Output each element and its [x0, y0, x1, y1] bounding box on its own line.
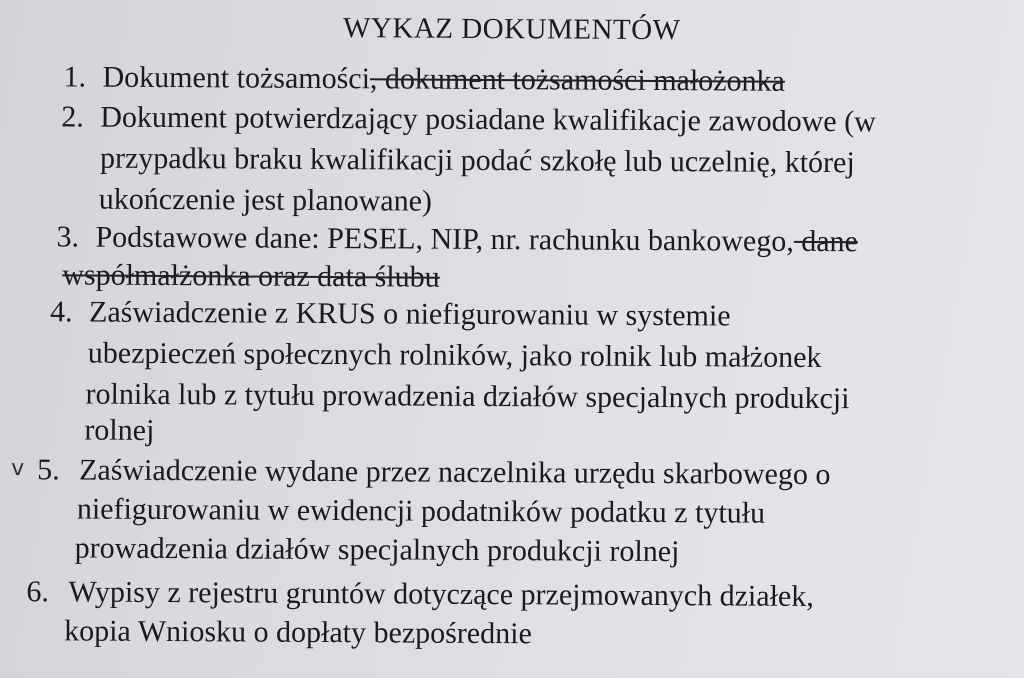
item-number: 1. [63, 60, 87, 94]
item-number: 3. [56, 220, 80, 254]
item-number: 4. [49, 295, 73, 329]
item-text: Dokument tożsamości [102, 60, 371, 96]
item-line: przypadku braku kwalifikacji podać szkołę lub uczelnię, której [99, 141, 855, 180]
item-line: rolnej [84, 413, 155, 447]
struck-text: , dokument tożsamości małożonka [369, 62, 785, 98]
item-line: rolnika lub z tytułu prowadzenia działów specjalnych produkcji [85, 377, 850, 416]
item-text: Podstawowe dane: PESEL, NIP, nr. rachunku bankowego, [95, 220, 794, 258]
check-mark-icon: v [11, 456, 25, 482]
document-title [0, 10, 1024, 49]
item-line: Dokument potwierdzający posiadane kwalifikacje zawodowe (w [100, 100, 876, 139]
item-line: Wypisy z rejestru gruntów dotyczące przejmowanych działek, [68, 575, 814, 613]
item-line: ukończenie jest planowane) [98, 182, 433, 218]
item-number: 6. [26, 575, 49, 609]
item-line [102, 61, 785, 99]
item-line: Zaświadczenie z KRUS o niefigurowaniu w systemie [88, 295, 731, 333]
struck-text: dane [793, 224, 859, 259]
item-line: Zaświadczenie wydane przez naczelnika urzędu skarbowego o [79, 453, 831, 492]
item-line [95, 221, 858, 260]
struck-text: współmałżonka oraz data ślubu [62, 258, 440, 294]
item-line: niefigurowaniu w ewidencji podatników podatku z tytułu [76, 492, 766, 530]
item-line [62, 258, 440, 294]
item-number: 5. [37, 453, 60, 487]
item-line: kopia Wniosku o dopłaty bezpośrednie [64, 614, 532, 651]
document-title-text: WYKAZ DOKUMENTÓW [343, 12, 681, 47]
item-number: 2. [61, 100, 84, 134]
item-line: ubezpieczeń społecznych rolników, jako rolnik lub małżonek [87, 336, 822, 375]
item-line: prowadzenia działów specjalnych produkcji rolnej [74, 531, 680, 569]
